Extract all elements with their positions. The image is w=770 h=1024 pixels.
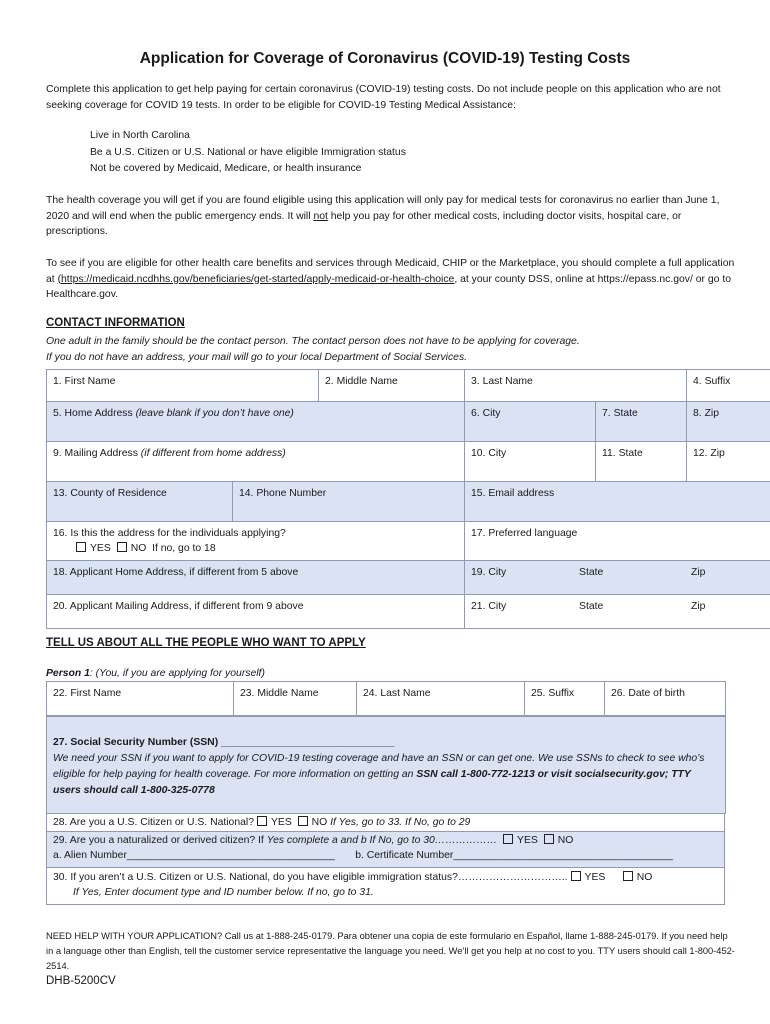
ssn-info: We need your SSN if you want to apply for COVID-19 testing coverage and have an SSN or can get one. We use SSNs to check to see who’s eligible for help paying for health coverage. For more information on getting an SSN call 1-800-772-1213 or visit socialsecurity.gov; TTY users should call 1-800-325-0778 — [53, 753, 705, 796]
immigration-no-checkbox[interactable] — [623, 871, 633, 881]
email-field[interactable]: 15. Email address — [465, 482, 770, 522]
citizen-no-checkbox[interactable] — [298, 816, 308, 826]
citizen-question: 28. Are you a U.S. Citizen or U.S. National? YES NO If Yes, go to 33. If No, go to 29 — [47, 814, 725, 832]
person-dob-field[interactable]: 26. Date of birth — [605, 682, 726, 716]
person-name-table — [46, 681, 726, 716]
person-suffix-field[interactable]: 25. Suffix — [525, 682, 605, 716]
yes-checkbox[interactable] — [76, 542, 86, 552]
mailing-state-field[interactable]: 11. State — [596, 442, 687, 482]
contact-table — [46, 369, 770, 629]
immigration-yes-checkbox[interactable] — [571, 871, 581, 881]
person-label: Person 1: (You, if you are applying for yourself) — [46, 668, 265, 679]
county-field[interactable]: 13. County of Residence — [47, 482, 233, 522]
alien-number-field[interactable]: a. Alien Number____________________________________ — [53, 850, 335, 861]
mailing-zip-field[interactable]: 12. Zip — [687, 442, 770, 482]
no-checkbox[interactable] — [117, 542, 127, 552]
home-state-field[interactable]: 7. State — [596, 402, 687, 442]
form-id: DHB-5200CV — [46, 975, 116, 987]
person-last-name-field[interactable]: 24. Last Name — [357, 682, 525, 716]
applicants-section-heading: TELL US ABOUT ALL THE PEOPLE WHO WANT TO APPLY — [46, 637, 366, 649]
medicaid-link[interactable]: (https://medicaid.ncdhhs.gov/beneficiaries/get-started/apply-medicaid-or-health-choice — [57, 273, 455, 285]
middle-name-field[interactable]: 2. Middle Name — [319, 370, 465, 402]
last-name-field[interactable]: 3. Last Name — [465, 370, 687, 402]
ssn-field[interactable]: 27. Social Security Number (SSN) ______________________________ — [53, 737, 395, 748]
applicant-mailing-city-state-zip[interactable]: 21. City State Zip — [465, 595, 770, 629]
eligibility-paragraph: To see if you are eligible for other health care benefits and services through Medicaid, CHIP or the Marketplace, you should complete a full application at (https://medicaid.ncdhhs.gov/beneficiaries/get-started/apply-medicaid-or-health-choice, at your county DSS, online at https://epass.nc.gov/ or go to Healthcare.gov. — [46, 258, 735, 300]
intro-paragraph: Complete this application to get help paying for certain coronavirus (COVID-19) testing costs. Do not include people on this application who are not seeking coverage for COVID 19 tests. In order to be eligible for COVID-19 Testing Medical Assistance: — [46, 84, 721, 111]
person-first-name-field[interactable]: 22. First Name — [47, 682, 234, 716]
mailing-address-field[interactable]: 9. Mailing Address (if different from home address) — [47, 442, 465, 482]
address-applies-question: 16. Is this the address for the individuals applying? YES NO If no, go to 18 — [47, 522, 465, 561]
naturalized-yes-checkbox[interactable] — [503, 834, 513, 844]
requirement-item: Be a U.S. Citizen or U.S. National or have eligible Immigration status — [90, 147, 406, 158]
requirement-item: Not be covered by Medicaid, Medicare, or health insurance — [90, 163, 362, 174]
immigration-question: 30. If you aren’t a U.S. Citizen or U.S. National, do you have eligible immigration status?………………………….. YES NO If Yes, Enter document type and ID number below. If no, go to 31. — [47, 868, 725, 905]
home-address-field[interactable]: 5. Home Address (leave blank if you don’t have one) — [47, 402, 465, 442]
mailing-city-field[interactable]: 10. City — [465, 442, 596, 482]
suffix-field[interactable]: 4. Suffix — [687, 370, 770, 402]
applicant-home-city-state-zip[interactable]: 19. City State Zip — [465, 561, 770, 595]
contact-note: One adult in the family should be the contact person. The contact person does not have to be applying for coverage. If you do not have an address, your mail will go to your local Department of Social Services. — [46, 336, 580, 363]
applicant-mailing-address-field[interactable]: 20. Applicant Mailing Address, if different from 9 above — [47, 595, 465, 629]
phone-field[interactable]: 14. Phone Number — [233, 482, 465, 522]
preferred-language-field[interactable]: 17. Preferred language — [465, 522, 770, 561]
contact-section-heading: CONTACT INFORMATION — [46, 317, 185, 329]
person-middle-name-field[interactable]: 23. Middle Name — [234, 682, 357, 716]
help-footer: NEED HELP WITH YOUR APPLICATION? Call us at 1-888-245-0179. Para obtener una copia de este formulario en Español, llame 1-888-245-0179. If you need help in a language other than English, tell the customer service representative the language you need. We’ll get you help at no cost to you. TTY users should call 1-800-452-2514. — [46, 931, 735, 971]
applicant-home-address-field[interactable]: 18. Applicant Home Address, if different from 5 above — [47, 561, 465, 595]
form-title: Application for Coverage of Coronavirus (COVID-19) Testing Costs — [139, 50, 631, 67]
naturalized-no-checkbox[interactable] — [544, 834, 554, 844]
requirement-item: Live in North Carolina — [90, 130, 190, 141]
naturalized-question: 29. Are you a naturalized or derived citizen? If Yes complete a and b If No, go to 30……………… YES NO a. Alien Number____________________________________ b. Certificate Number______________________________________ — [47, 832, 725, 868]
citizenship-table — [46, 813, 725, 905]
coverage-paragraph: The health coverage you will get if you are found eligible using this application will only pay for medical tests for coronavirus no earlier than June 1, 2020 and will end when the public emergency ends. It will not help you pay for other medical costs, including doctor visits, hospital care, or prescriptions. — [46, 195, 720, 237]
first-name-field[interactable]: 1. First Name — [47, 370, 319, 402]
ssn-block — [46, 716, 726, 814]
citizen-yes-checkbox[interactable] — [257, 816, 267, 826]
certificate-number-field[interactable]: b. Certificate Number______________________________________ — [355, 850, 673, 861]
home-city-field[interactable]: 6. City — [465, 402, 596, 442]
home-zip-field[interactable]: 8. Zip — [687, 402, 770, 442]
